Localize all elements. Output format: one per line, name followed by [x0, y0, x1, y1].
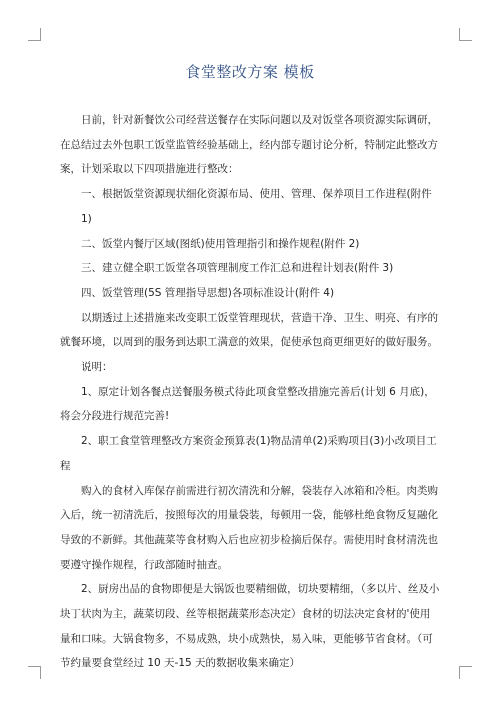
crop-mark-bottom-right [459, 666, 472, 679]
note-2: 2、职工食堂管理整改方案资金预算表(1)物品清单(2)采购项目(3)小改项目工程 [60, 435, 437, 472]
crop-mark-top-left [28, 28, 41, 41]
notes-heading: 说明： [81, 361, 113, 374]
crop-mark-top-right [459, 28, 472, 41]
intro-paragraph: 日前，针对新餐饮公司经营送餐存在实际问题以及对饭堂各项资源实际调研，在总结过去外包职工饭堂监管经验基础上，经内部专题讨论分析，特制定此整改方案，计划采取以下四项措施进行整改： [60, 114, 438, 176]
document-title: 食堂整改方案 模板 [185, 63, 315, 81]
crop-mark-bottom-left [28, 666, 41, 679]
note-2-detail: 购入的食材入库保存前需进行初次清洗和分解，袋装存入冰箱和冷柜。肉类购入后，统一初清洗后，按照每次的用量袋装，每顿用一袋，能够杜绝食物反复融化导致的不新鲜。其他蔬菜等食材购入后也应初步检摘后保存。需使用时食材清洗也要遵守操作规程，行政部随时抽查。 [60, 484, 438, 571]
measure-item-3: 三、建立健全职工饭堂各项管理制度工作汇总和进程计划表(附件 3) [81, 262, 394, 275]
measure-item-1: 一、根据饭堂资源现状细化资源布局、使用、管理、保养项目工作进程(附件 1) [81, 188, 432, 225]
measure-item-4: 四、饭堂管理(5S 管理指导思想)各项标准设计(附件 4) [81, 286, 335, 299]
goal-paragraph: 以期透过上述措施来改变职工饭堂管理现状，营造干净、卫生、明亮、有序的就餐环境，以周到的服务到达职工满意的效果，促使承包商更细更好的做好服务。 [60, 311, 438, 349]
document-body [60, 108, 440, 676]
note-3: 2、厨房出品的食物即便是大锅饭也要精细做，切块要精细，（多以片、丝及小块丁状肉为主，蔬菜切段、丝等根据蔬菜形态决定）食材的切法决定食材的'使用量和口味。大锅食物多，不易成熟，块小成熟快，易入味，更能够节省食材。（可节约量要食堂经过 10 天-15 天的数据收集来确定） [60, 583, 440, 670]
note-1: 1、原定计划各餐点送餐服务模式待此项食堂整改措施完善后(计划 6 月底)，将会分段进行规范完善! [60, 385, 435, 423]
measure-item-2: 二、饭堂内餐厅区域(图纸)使用管理指引和操作规程(附件 2) [81, 237, 360, 250]
